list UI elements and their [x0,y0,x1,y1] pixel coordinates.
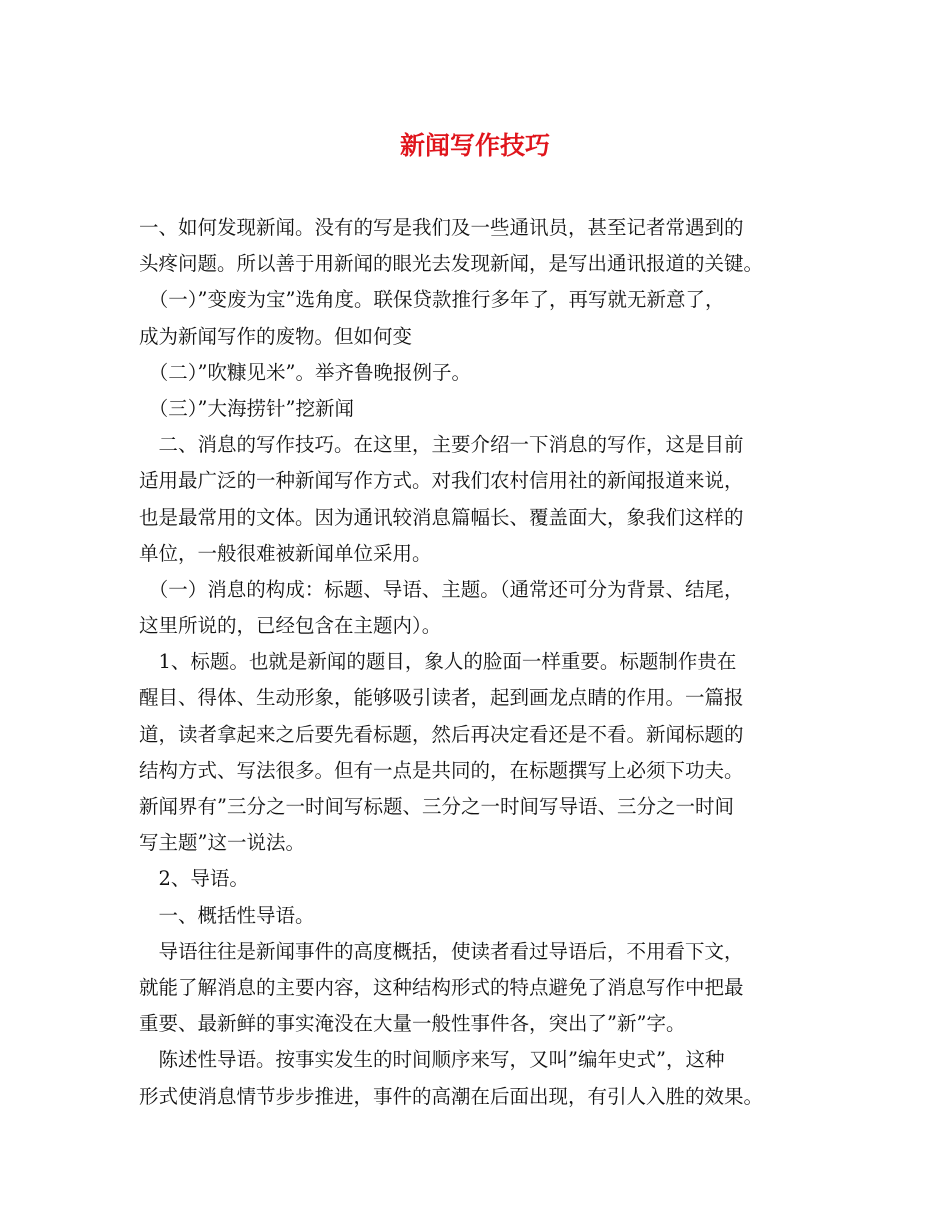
text-line: 适用最广泛的一种新闻写作方式。对我们农村信用社的新闻报道来说， [139,469,744,493]
text-line: 一、如何发现新闻。没有的写是我们及一些通讯员，甚至记者常遇到的 [139,216,744,239]
text-line: （一）消息的构成：标题、导语、主题。（通常还可分为背景、结尾， [139,577,744,601]
text-line: 2、导语。 [139,867,249,891]
text-line: 醒目、得体、生动形象，能够吸引读者，起到画龙点睛的作用。一篇报 [139,686,744,710]
text-line: 1、标题。也就是新闻的题目，象人的脸面一样重要。标题制作贵在 [139,650,737,674]
text-line: （二）”吹糠见米”。举齐鲁晚报例子。 [139,360,471,384]
text-line: 新闻界有”三分之一时间写标题、三分之一时间写导语、三分之一时间 [139,795,734,818]
text-line: 形式使消息情节步步推进，事件的高潮在后面出现，有引人入胜的效果。 [139,1084,764,1108]
text-line: 一、概括性导语。 [139,903,315,927]
text-line: 这里所说的，已经包含在主题内）。 [139,614,442,638]
text-line: 成为新闻写作的废物。但如何变 [139,324,413,348]
text-line: （三）”大海捞针”挖新闻 [139,396,354,420]
text-line: 头疼问题。所以善于用新闻的眼光去发现新闻，是写出通讯报道的关键。 [139,252,764,276]
document-title: 新闻写作技巧 [399,131,550,160]
text-line: 结构方式、写法很多。但有一点是共同的，在标题撰写上必须下功夫。 [139,758,744,782]
document-body [139,210,814,1115]
text-line: 二、消息的写作技巧。在这里，主要介绍一下消息的写作，这是目前 [139,433,744,457]
text-line: 写主题”这一说法。 [139,831,305,855]
text-line: 就能了解消息的主要内容，这种结构形式的特点避免了消息写作中把最 [139,975,744,999]
text-line: 也是最常用的文体。因为通讯较消息篇幅长、覆盖面大，象我们这样的 [139,505,744,529]
text-line: 导语往往是新闻事件的高度概括，使读者看过导语后，不用看下文， [139,939,744,963]
text-line: 单位，一般很难被新闻单位采用。 [139,541,432,565]
text-line: 陈述性导语。按事实发生的时间顺序来写，又叫”编年史式”，这种 [139,1048,725,1072]
text-line: 道，读者拿起来之后要先看标题，然后再决定看还是不看。新闻标题的 [139,722,744,746]
text-line: （一）”变废为宝”选角度。联保贷款推行多年了，再写就无新意了， [139,288,725,312]
text-line: 重要、最新鲜的事实淹没在大量一般性事件各，突出了”新”字。 [139,1012,686,1036]
